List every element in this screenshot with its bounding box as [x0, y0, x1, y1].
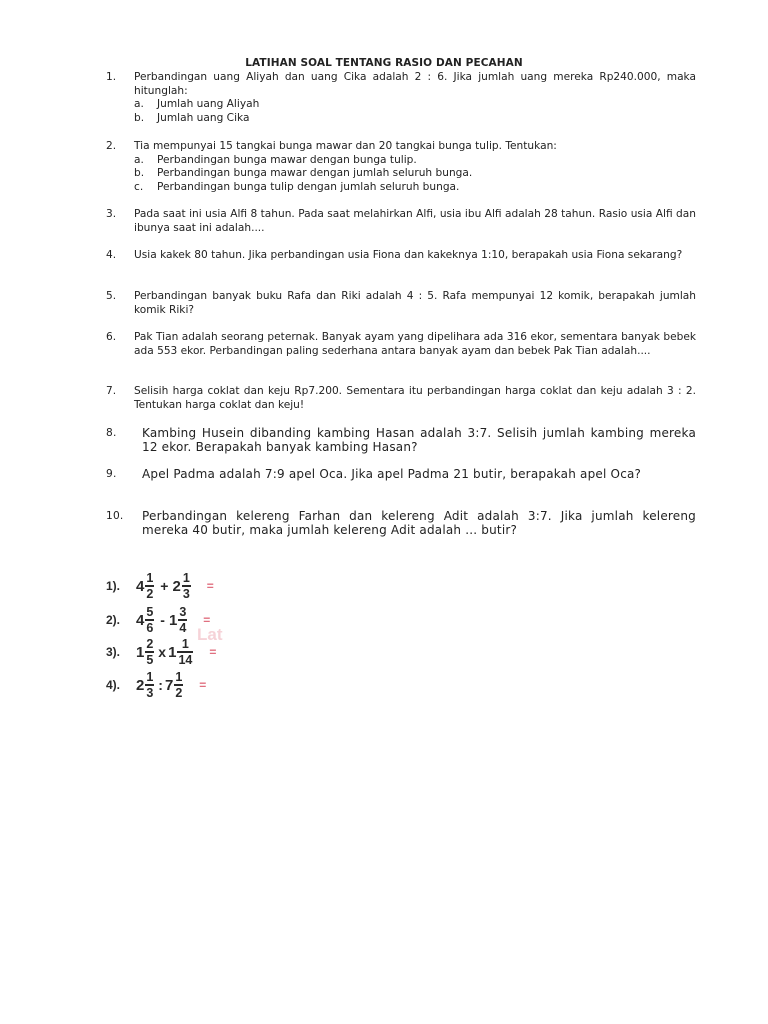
sub-question	[134, 98, 696, 112]
equals-sign: =	[199, 678, 207, 692]
problem-label: 1).	[106, 579, 121, 593]
fraction	[145, 606, 154, 634]
question-number: 6.	[106, 331, 117, 343]
question-number: 10.	[106, 510, 124, 522]
denominator: 6	[146, 620, 154, 635]
question-number: 9.	[106, 468, 117, 480]
question-1	[106, 71, 696, 125]
fraction-problem-1	[106, 570, 214, 602]
sub-question-label: b.	[134, 111, 145, 124]
question-number: 3.	[106, 208, 117, 220]
denominator: 4	[179, 620, 187, 635]
sub-question-label: a.	[134, 98, 144, 111]
equals-sign: =	[206, 579, 214, 593]
question-number: 5.	[106, 290, 117, 302]
page-title: LATIHAN SOAL TENTANG RASIO DAN PECAHAN	[245, 57, 523, 69]
sub-question-text: Perbandingan bunga mawar dengan jumlah seluruh bunga.	[157, 167, 473, 180]
watermark-text: Lat	[197, 625, 223, 644]
sub-question-label: a.	[134, 153, 144, 166]
sub-question-label: b.	[134, 167, 145, 180]
denominator: 3	[146, 685, 154, 700]
question-number: 8.	[106, 427, 117, 439]
denominator: 2	[146, 586, 154, 601]
fraction-problems	[106, 570, 266, 710]
problem-label: 4).	[106, 678, 121, 692]
question-text: Perbandingan uang Aliyah dan uang Cika adalah 2 : 6. Jika jumlah uang mereka Rp240.000, maka hitunglah:	[134, 71, 696, 97]
whole-number: 7	[164, 676, 174, 694]
question-7	[106, 385, 696, 412]
question-text: Tia mempunyai 15 tangkai bunga mawar dan 20 tangkai bunga tulip. Tentukan:	[134, 140, 557, 152]
question-9	[106, 467, 696, 481]
question-text: Pada saat ini usia Alfi 8 tahun. Pada saat melahirkan Alfi, usia ibu Alfi adalah 28 tahun. Rasio usia Alfi dan ibunya saat ini adalah....	[134, 208, 696, 234]
question-text: Usia kakek 80 tahun. Jika perbandingan usia Fiona dan kakeknya 1:10, berapakah usia Fiona sekarang?	[134, 249, 683, 261]
sub-question	[134, 181, 696, 195]
sub-question-text: Perbandingan bunga tulip dengan jumlah seluruh bunga.	[157, 180, 460, 193]
numerator: 1	[175, 670, 183, 685]
whole-number: 1	[168, 611, 178, 629]
sub-question-text: Jumlah uang Cika	[157, 111, 250, 124]
numerator: 1	[146, 670, 154, 685]
sub-question	[134, 112, 696, 126]
whole-number: 4	[136, 577, 145, 595]
question-number: 2.	[106, 140, 117, 152]
question-10	[106, 509, 696, 537]
fraction-problem-2	[106, 604, 210, 636]
equals-sign: =	[203, 613, 211, 627]
sub-question	[134, 154, 696, 168]
question-5	[106, 290, 696, 317]
fraction-problem-4	[106, 669, 206, 701]
operator: :	[158, 677, 163, 693]
denominator: 3	[182, 586, 190, 601]
fraction	[174, 671, 183, 699]
question-6	[106, 331, 696, 358]
question-text: Perbandingan kelereng Farhan dan kelereng Adit adalah 3:7. Jika jumlah kelereng mereka 40 butir, maka jumlah kelereng Adit adalah ... butir?	[142, 509, 696, 537]
denominator: 14	[178, 652, 193, 667]
fraction	[182, 572, 191, 600]
whole-number: 2	[136, 676, 145, 694]
numerator: 1	[182, 571, 190, 586]
question-number: 4.	[106, 249, 117, 261]
whole-number: 1	[168, 643, 177, 661]
numerator: 2	[146, 637, 154, 652]
fraction	[145, 638, 154, 666]
operator: x	[158, 644, 167, 660]
numerator: 1	[181, 637, 189, 652]
sub-question-text: Perbandingan bunga mawar dengan bunga tulip.	[157, 153, 417, 166]
question-text: Pak Tian adalah seorang peternak. Banyak ayam yang dipelihara ada 316 ekor, sementara banyak bebek ada 553 ekor. Perbandingan paling sederhana antara banyak ayam dan bebek Pak Tian adalah....	[134, 331, 696, 357]
fraction	[178, 606, 187, 634]
question-text: Perbandingan banyak buku Rafa dan Riki adalah 4 : 5. Rafa mempunyai 12 komik, berapakah jumlah komik Riki?	[134, 290, 696, 316]
problem-label: 3).	[106, 645, 121, 659]
denominator: 2	[175, 685, 183, 700]
question-text: Apel Padma adalah 7:9 apel Oca. Jika apel Padma 21 butir, berapakah apel Oca?	[142, 467, 642, 481]
fraction	[145, 671, 154, 699]
numerator: 1	[146, 571, 154, 586]
whole-number: 2	[172, 577, 181, 595]
whole-number: 1	[136, 643, 145, 661]
denominator: 5	[146, 652, 154, 667]
equals-sign: =	[209, 645, 217, 659]
whole-number: 4	[136, 611, 145, 629]
sub-question-label: c.	[134, 180, 144, 193]
numerator: 5	[146, 605, 154, 620]
question-text: Kambing Husein dibanding kambing Hasan adalah 3:7. Selisih jumlah kambing mereka 12 ekor. Berapakah banyak kambing Hasan?	[142, 426, 696, 454]
problem-label: 2).	[106, 613, 121, 627]
operator: +	[160, 578, 169, 594]
fraction	[177, 638, 193, 666]
question-3	[106, 208, 696, 235]
question-4	[106, 249, 696, 263]
numerator: 3	[179, 605, 187, 620]
question-8	[106, 426, 696, 454]
question-text: Selisih harga coklat dan keju Rp7.200. Sementara itu perbandingan harga coklat dan keju adalah 3 : 2. Tentukan harga coklat dan keju!	[134, 385, 696, 411]
question-number: 1.	[106, 71, 117, 83]
question-2	[106, 140, 696, 194]
fraction	[145, 572, 154, 600]
sub-question-text: Jumlah uang Aliyah	[157, 98, 260, 111]
sub-question	[134, 167, 696, 181]
question-number: 7.	[106, 385, 117, 397]
operator: -	[160, 612, 165, 628]
